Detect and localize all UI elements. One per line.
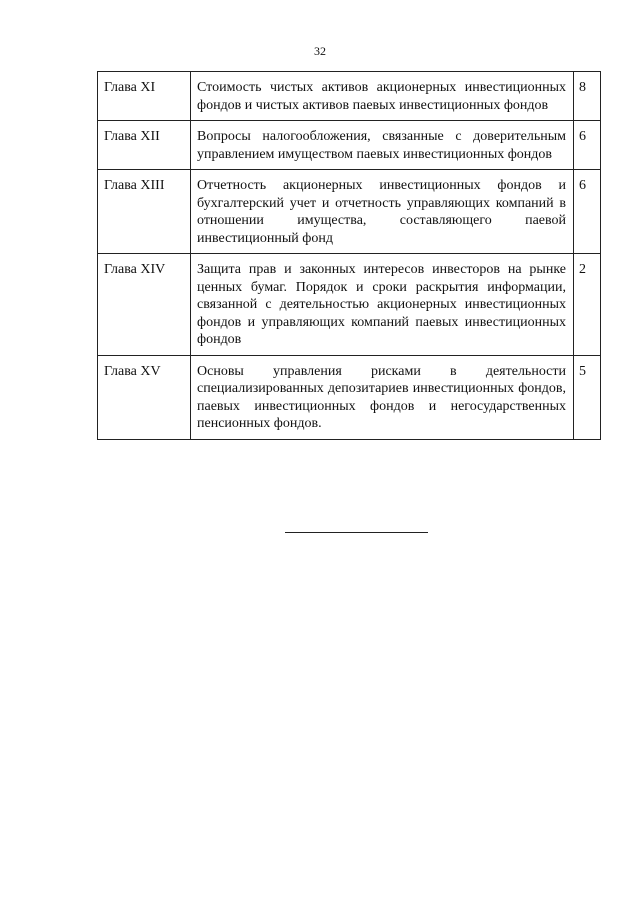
chapter-number: Глава XIII [98, 170, 191, 254]
chapter-title: Отчетность акционерных инвестиционных фондов и бухгалтерский учет и отчетность управляющих компаний в отношении имущества, составляющего паевой инвестиционный фонд [191, 170, 574, 254]
chapter-hours: 6 [574, 170, 601, 254]
chapter-hours: 8 [574, 72, 601, 121]
chapter-title: Стоимость чистых активов акционерных инвестиционных фондов и чистых активов паевых инвестиционных фондов [191, 72, 574, 121]
chapter-title: Основы управления рисками в деятельности специализированных депозитариев инвестиционных фондов, паевых инвестиционных фондов и негосударственных пенсионных фондов. [191, 355, 574, 439]
chapter-number: Глава XV [98, 355, 191, 439]
chapter-title: Защита прав и законных интересов инвесторов на рынке ценных бумаг. Порядок и сроки раскрытия информации, связанной с деятельностью акционерных инвестиционных фондов и управляющих компаний паевых инвестиционных фондов [191, 254, 574, 356]
chapter-number: Глава XII [98, 121, 191, 170]
chapter-number: Глава XI [98, 72, 191, 121]
chapter-hours: 5 [574, 355, 601, 439]
table-row [98, 355, 601, 439]
table-row [98, 72, 601, 121]
divider-line [285, 532, 428, 533]
table-row [98, 254, 601, 356]
table-row [98, 170, 601, 254]
chapter-number: Глава XIV [98, 254, 191, 356]
chapter-hours: 2 [574, 254, 601, 356]
table-row [98, 121, 601, 170]
chapter-title: Вопросы налогообложения, связанные с доверительным управлением имуществом паевых инвестиционных фондов [191, 121, 574, 170]
page-number: 32 [314, 44, 326, 58]
chapters-table [97, 71, 601, 440]
chapter-hours: 6 [574, 121, 601, 170]
